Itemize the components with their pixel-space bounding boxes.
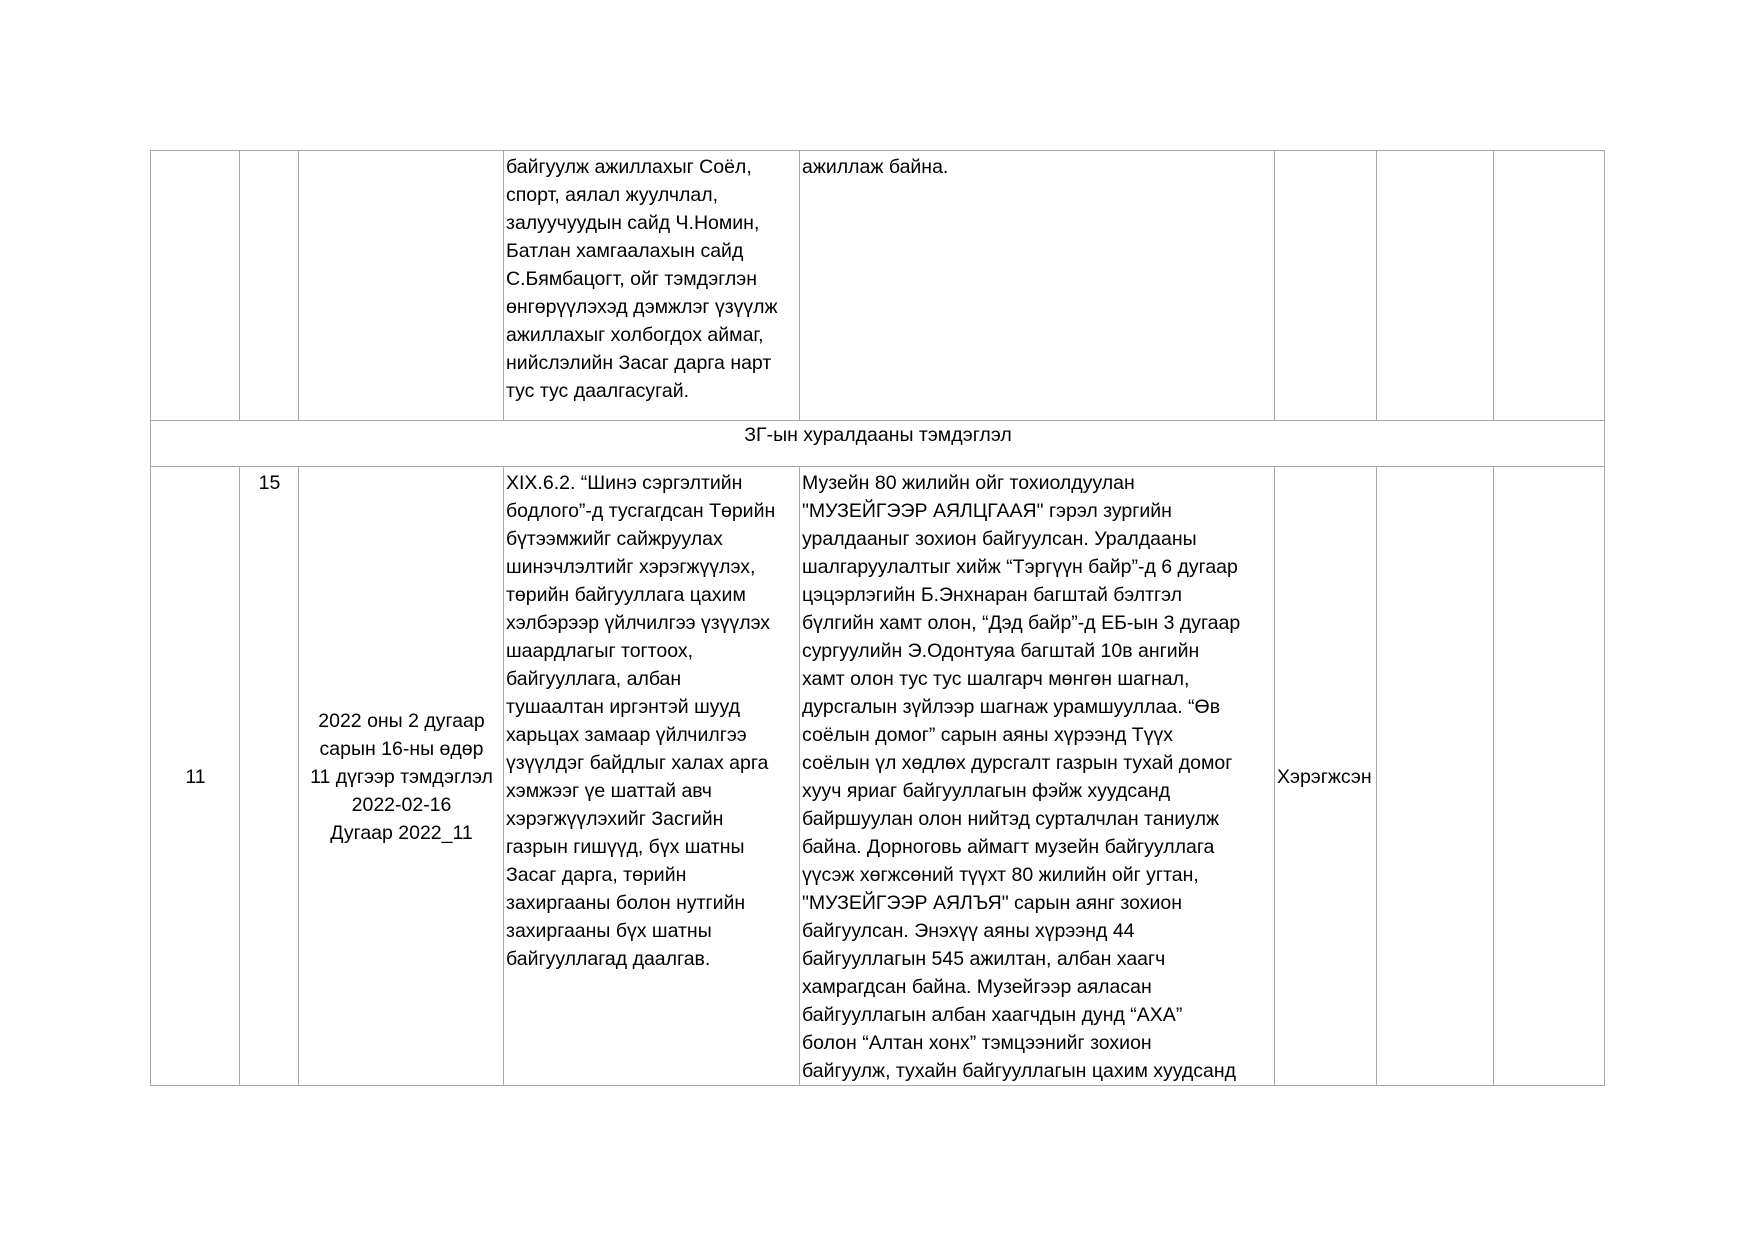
execution-line: сургуулийн Э.Одонтуяа багштай 10в ангийн xyxy=(802,640,1200,662)
decision-line: XIX.6.2. “Шинэ сэргэлтийн xyxy=(506,472,743,494)
execution-line: байгуулсан. Энэхүү аяны хүрээнд 44 xyxy=(802,920,1135,942)
cell-extra-2 xyxy=(1494,151,1605,421)
decision-line: хэлбэрээр үйлчилгээ үзүүлэх xyxy=(506,612,771,634)
table-row-continuation xyxy=(151,151,1605,421)
cell-sub-no xyxy=(240,151,299,421)
cell-extra-1 xyxy=(1377,151,1494,421)
execution-line: шалгаруулалтыг хийж “Тэргүүн байр”-д 6 дугаар xyxy=(802,556,1238,578)
decision-line: бүтээмжийг сайжруулах xyxy=(506,528,723,550)
decision-line: байгууллага, албан xyxy=(506,668,682,690)
decision-line: захиргааны болон нутгийн xyxy=(506,892,746,914)
decision-line: ажиллахыг холбогдох аймаг, xyxy=(506,324,764,346)
execution-line: байна. Дорноговь аймагт музейн байгууллага xyxy=(802,836,1215,858)
document-line: сарын 16-ны өдөр xyxy=(319,738,484,760)
execution-line: болон “Алтан хонх” тэмцээнийг зохион xyxy=(802,1032,1152,1054)
decision-line: үзүүлдэг байдлыг халах арга xyxy=(506,752,769,774)
execution-line: соёлын домог” сарын аяны хүрээнд Түүх xyxy=(802,724,1173,746)
execution-line: байгууллагын албан хаагчдын дунд “АХА” xyxy=(802,1004,1183,1026)
section-heading: ЗГ-ын хуралдааны тэмдэглэл xyxy=(151,421,1605,467)
execution-line: уралдааныг зохион байгуулсан. Уралдааны xyxy=(802,528,1197,550)
table-row-11 xyxy=(151,467,1605,1086)
decision-line: төрийн байгууллага цахим xyxy=(506,584,746,606)
decision-line: шинэчлэлтийг хэрэгжүүлэх, xyxy=(506,556,756,578)
execution-line: цэцэрлэгийн Б.Энхнаран багштай бэлтгэл xyxy=(802,584,1183,606)
cell-extra-1 xyxy=(1377,467,1494,1086)
execution-line: Музейн 80 жилийн ойг тохиолдуулан xyxy=(802,472,1135,494)
decision-line: тушаалтан иргэнтэй шууд xyxy=(506,696,740,718)
decision-line: бодлого”-д тусгагдсан Төрийн xyxy=(506,500,776,522)
execution-line: байгуулж, тухайн байгууллагын цахим хуудсанд xyxy=(802,1060,1237,1082)
cell-no: 11 xyxy=(151,467,240,1086)
cell-document xyxy=(299,467,504,1086)
execution-line: хууч яриаг байгууллагын фэйж хуудсанд xyxy=(802,780,1171,802)
implementation-report-table xyxy=(150,150,1605,1086)
decision-line: хэмжээг үе шаттай авч xyxy=(506,780,712,802)
execution-line: хамт олон тус тус шалгарч мөнгөн шагнал, xyxy=(802,668,1190,690)
decision-line: нийслэлийн Засаг дарга нарт xyxy=(506,352,772,374)
cell-document xyxy=(299,151,504,421)
decision-line: С.Бямбацогт, ойг тэмдэглэн xyxy=(506,268,758,290)
cell-execution-text xyxy=(800,151,1275,421)
cell-decision-text xyxy=(504,151,800,421)
document-line: 2022 оны 2 дугаар xyxy=(318,710,485,732)
decision-line: харьцах замаар үйлчилгээ xyxy=(506,724,747,746)
table-section-row xyxy=(151,421,1605,467)
cell-status: Хэрэгжсэн xyxy=(1275,467,1377,1086)
decision-line: захиргааны бүх шатны xyxy=(506,920,712,942)
cell-execution-text xyxy=(800,467,1275,1086)
cell-no xyxy=(151,151,240,421)
execution-line: "МУЗЕЙГЭЭР АЯЛЦГААЯ" гэрэл зургийн xyxy=(802,500,1172,522)
decision-line: залуучуудын сайд Ч.Номин, xyxy=(506,212,760,234)
execution-line: хамрагдсан байна. Музейгээр аяласан xyxy=(802,976,1152,998)
decision-line: байгууллагад даалгав. xyxy=(506,948,711,970)
decision-line: хэрэгжүүлэхийг Засгийн xyxy=(506,808,724,830)
document-line: Дугаар 2022_11 xyxy=(330,822,473,844)
cell-sub-no: 15 xyxy=(240,467,299,1086)
decision-line: Засаг дарга, төрийн xyxy=(506,864,687,886)
execution-line: үүсэж хөгжсөний түүхт 80 жилийн ойг угтан, xyxy=(802,864,1199,886)
decision-line: тус тус даалгасугай. xyxy=(506,380,690,402)
document-line: 2022-02-16 xyxy=(351,794,452,816)
decision-line: Батлан хамгаалахын сайд xyxy=(506,240,744,262)
execution-line: "МУЗЕЙГЭЭР АЯЛЪЯ" сарын аянг зохион xyxy=(802,892,1182,914)
cell-decision-text xyxy=(504,467,800,1086)
execution-line: соёлын үл хөдлөх дурсгалт газрын тухай домог xyxy=(802,752,1233,774)
execution-line: байршуулан олон нийтэд сурталчлан таниулж xyxy=(802,808,1220,830)
decision-line: өнгөрүүлэхэд дэмжлэг үзүүлж xyxy=(506,296,778,318)
execution-line: ажиллаж байна. xyxy=(802,156,949,178)
decision-line: шаардлагыг тогтоох, xyxy=(506,640,694,662)
cell-extra-2 xyxy=(1494,467,1605,1086)
document-line: 11 дүгээр тэмдэглэл xyxy=(310,766,493,788)
cell-status xyxy=(1275,151,1377,421)
decision-line: байгуулж ажиллахыг Соёл, xyxy=(506,156,752,178)
execution-line: бүлгийн хамт олон, “Дэд байр”-д ЕБ-ын 3 дугаар xyxy=(802,612,1241,634)
execution-line: байгууллагын 545 ажилтан, албан хаагч xyxy=(802,948,1166,970)
decision-line: газрын гишүүд, бүх шатны xyxy=(506,836,745,858)
execution-line: дурсгалын зүйлээр шагнаж урамшууллаа. “Өв xyxy=(802,696,1221,718)
decision-line: спорт, аялал жуулчлал, xyxy=(506,184,719,206)
